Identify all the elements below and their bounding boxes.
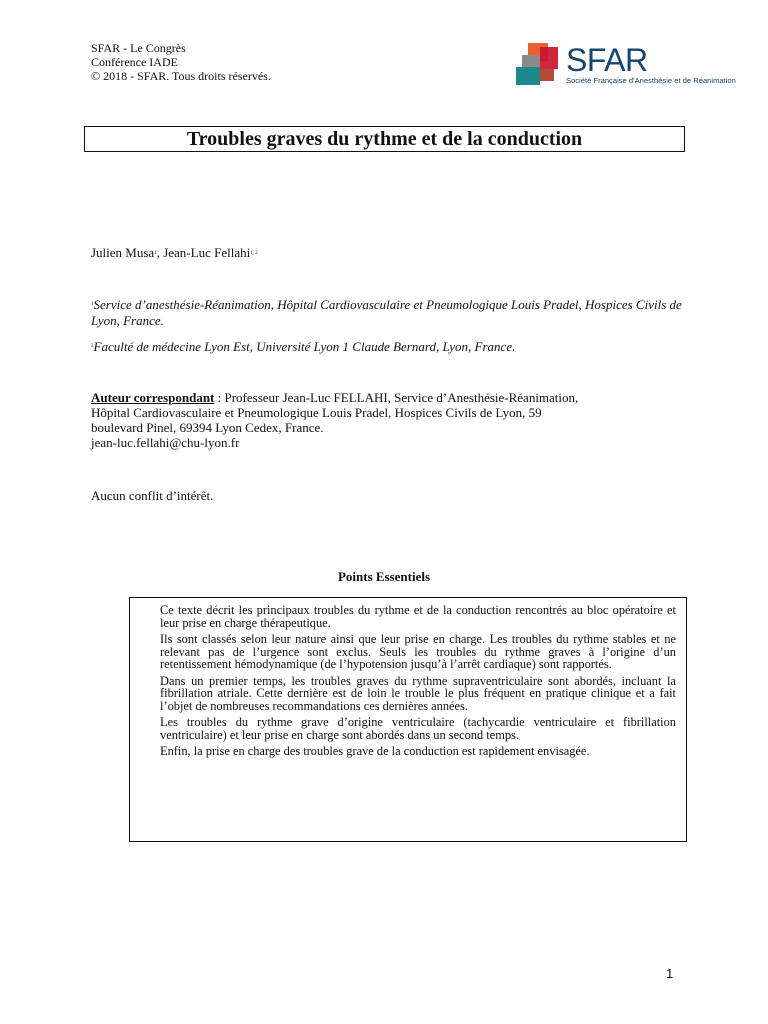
author-affiliation-marker: 1, 2 xyxy=(250,251,258,256)
list-item: Ils sont classés selon leur nature ainsi que leur prise en charge. Les troubles du rythme stables et ne relevant pas de l’urgence sont exclus. Seuls les troubles du rythme graves à l’origine d’un retentissement hémodynamique (de l’hypotension jusqu’à l’arrêt cardiaque) sont rapportés. xyxy=(160,632,676,671)
list-item: Dans un premier temps, les troubles graves du rythme supraventriculaire sont abordés, incluant la fibrillation atriale. Cette dernière est de loin le trouble le plus fréquent en pratique clinique et a fait l’objet de nombreuses recommandations ces dernières années. xyxy=(160,673,676,713)
corresponding-author xyxy=(91,390,691,450)
points-essentiels-heading: Points Essentiels xyxy=(337,569,431,584)
affiliation-marker: 1 xyxy=(91,302,94,307)
authors-line xyxy=(91,245,258,261)
corresponding-line: : Professeur Jean-Luc FELLAHI, Service d’Anesthésie-Réanimation, xyxy=(214,390,579,405)
author-name: Jean-Luc Fellahi xyxy=(163,245,251,260)
affiliation-text: Service d’anesthésie-Réanimation, Hôpital Cardiovasculaire et Pneumologique Louis Pradel, Hospices Civils de Lyon, France. xyxy=(91,297,682,328)
paper-title: Troubles graves du rythme et de la conduction xyxy=(186,128,583,150)
logo-subtitle: Société Française d'Anesthésie et de Réanimation xyxy=(566,76,736,85)
header-line: SFAR - Le Congrès xyxy=(91,41,186,55)
points-essentiels-list xyxy=(160,604,676,762)
author-name: Julien Musa xyxy=(91,245,155,260)
title-box xyxy=(84,126,685,152)
list-item: Enfin, la prise en charge des troubles grave de la conduction est rapidement envisagée. xyxy=(160,744,590,758)
header-line: © 2018 - SFAR. Tous droits réservés. xyxy=(91,69,271,83)
author-affiliation-marker: 1 xyxy=(154,251,157,256)
list-item: Les troubles du rythme grave d’origine ventriculaire (tachycardie ventriculaire et fibrillation ventriculaire) et leur prise en charge sont abordés dans un second temps. xyxy=(160,715,676,742)
points-essentiels-box xyxy=(129,597,687,842)
corresponding-line: Hôpital Cardiovasculaire et Pneumologique Louis Pradel, Hospices Civils de Lyon, 59 xyxy=(91,405,542,420)
page-number: 1 xyxy=(666,966,674,981)
conflict-statement: Aucun conflit d’intérêt. xyxy=(91,488,214,503)
running-header xyxy=(91,41,271,83)
sfar-logo-mark-icon xyxy=(514,41,564,89)
corresponding-label: Auteur correspondant xyxy=(91,390,215,405)
affiliation xyxy=(91,297,691,328)
header-line: Conférence IADE xyxy=(91,55,178,69)
affiliation-text: Faculté de médecine Lyon Est, Université Lyon 1 Claude Bernard, Lyon, France. xyxy=(93,339,516,354)
logo-wordmark: SFAR xyxy=(566,42,648,78)
affiliation-marker: 2 xyxy=(91,344,94,349)
corresponding-email: jean-luc.fellahi@chu-lyon.fr xyxy=(91,435,240,450)
sfar-logo xyxy=(514,41,746,89)
list-item: Ce texte décrit les principaux troubles du rythme et de la conduction rencontrés au bloc opératoire et leur prise en charge thérapeutique. xyxy=(160,603,676,630)
affiliation xyxy=(91,339,711,355)
author-separator: , xyxy=(156,245,164,260)
corresponding-line: boulevard Pinel, 69394 Lyon Cedex, France. xyxy=(91,420,324,435)
